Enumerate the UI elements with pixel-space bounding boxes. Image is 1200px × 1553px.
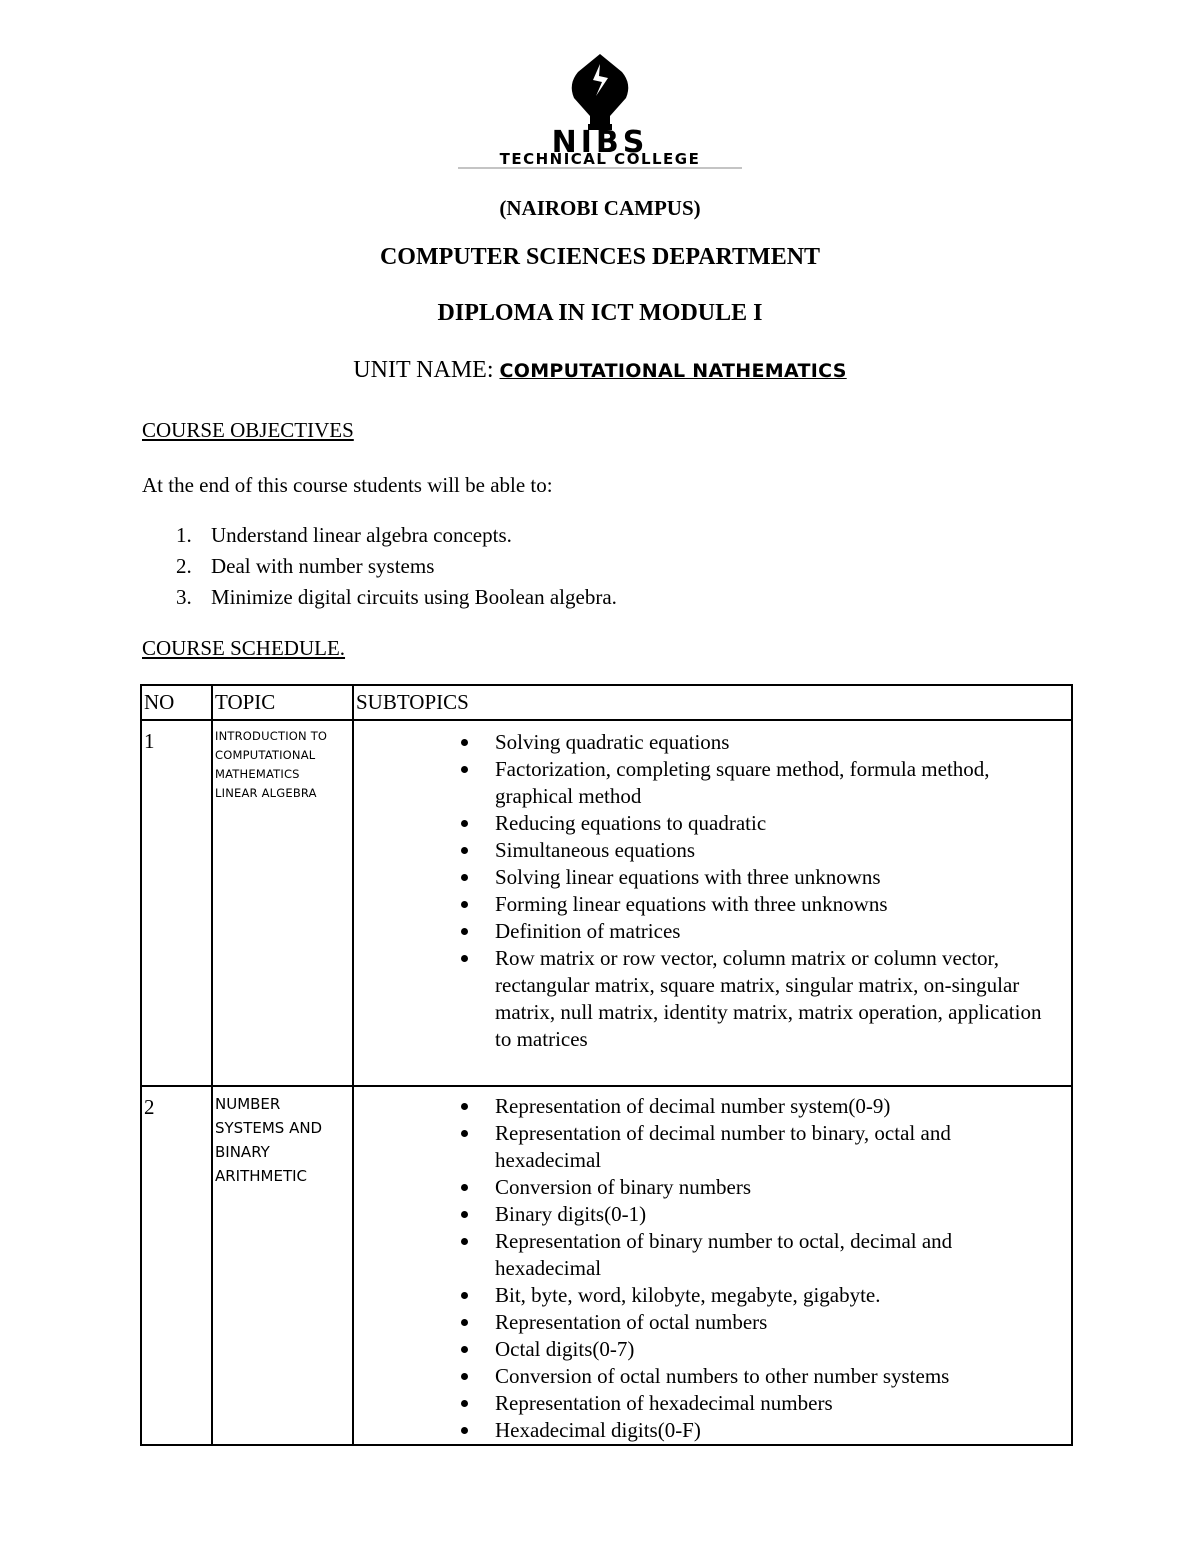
bullet-icon [461,820,468,827]
program-title: DIPLOMA IN ICT MODULE I [437,300,763,326]
column-header-no: NO [141,685,212,720]
list-item [354,891,1071,918]
topic-line: SYSTEMS AND [215,1119,323,1137]
list-item [354,1309,1071,1336]
list-item [354,729,1071,756]
list-item [354,1228,1071,1282]
bullet-icon [461,1211,468,1218]
item-number: 2. [176,554,192,578]
bullet-icon [461,766,468,773]
bullet-icon [461,1373,468,1380]
list-item [142,554,617,585]
bullet-icon [461,847,468,854]
svg-text:NIBS: NIBS [551,125,649,160]
topic-line: NUMBER [215,1095,281,1113]
objectives-list [142,523,617,616]
unit-name-label: UNIT NAME: [353,357,500,383]
list-item [354,1282,1071,1309]
subtopic-text: Row matrix or row vector, column matrix or column vector, rectangular matrix, square matrix, singular matrix, on-singular matrix, null matrix, identity matrix, matrix operation, application to matrices [495,946,1042,1051]
subtopic-text: Bit, byte, word, kilobyte, megabyte, gigabyte. [495,1283,881,1307]
bullet-icon [461,1103,468,1110]
list-item [354,864,1071,891]
bullet-icon [461,1238,468,1245]
item-number: 3. [176,585,192,609]
topic-line: INTRODUCTION TO [215,729,328,743]
subtopic-text: Reducing equations to quadratic [495,811,767,835]
objectives-intro: At the end of this course students will be able to: [142,473,553,497]
unit-name-line [0,357,1200,384]
bullet-icon [461,928,468,935]
subtopic-text: Simultaneous equations [495,838,696,862]
topic-line: LINEAR ALGEBRA [215,786,317,800]
bullet-icon [461,1427,468,1434]
bullet-icon [461,1400,468,1407]
subtopic-text: Representation of decimal number system(0-9) [495,1094,891,1118]
list-item [354,1390,1071,1417]
list-item [354,756,1071,810]
list-item [354,1336,1071,1363]
item-text: Minimize digital circuits using Boolean algebra. [211,585,617,609]
bullet-icon [461,874,468,881]
subtopic-text: Solving linear equations with three unknowns [495,865,881,889]
bullet-icon [461,739,468,746]
list-item [354,810,1071,837]
subtopic-text: Representation of binary number to octal, decimal and hexadecimal [495,1229,953,1280]
subtopic-text: Representation of decimal number to binary, octal and hexadecimal [495,1121,951,1172]
svg-text:TECHNICAL COLLEGE: TECHNICAL COLLEGE [499,150,701,168]
list-item [142,523,617,554]
list-item [354,945,1071,1053]
unit-name-value: COMPUTATIONAL NATHEMATICS [499,360,847,382]
subtopic-text: Forming linear equations with three unknowns [495,892,888,916]
list-item [354,1093,1071,1120]
subtopic-text: Representation of hexadecimal numbers [495,1391,833,1415]
subtopic-text: Solving quadratic equations [495,730,730,754]
list-item [354,1363,1071,1390]
nibs-logo-icon [450,50,750,175]
list-item [142,585,617,616]
bullet-icon [461,1319,468,1326]
topic-line: MATHEMATICS [215,767,300,781]
table-row [141,720,1072,1086]
table-header-row [141,685,1072,720]
bullet-icon [461,901,468,908]
bullet-icon [461,1346,468,1353]
subtopic-text: Factorization, completing square method, formula method, graphical method [495,757,990,808]
item-text: Deal with number systems [211,554,435,578]
subtopic-text: Representation of octal numbers [495,1310,768,1334]
list-item [354,1417,1071,1444]
row-topic [212,720,353,1086]
subtopic-text: Octal digits(0-7) [495,1337,635,1361]
course-objectives-heading: COURSE OBJECTIVES [142,418,354,442]
bullet-icon [461,955,468,962]
list-item [354,1201,1071,1228]
subtopic-text: Hexadecimal digits(0-F) [495,1418,701,1442]
department-title: COMPUTER SCIENCES DEPARTMENT [379,244,821,270]
topic-line: BINARY [215,1143,270,1161]
bullet-icon [461,1292,468,1299]
item-text: Understand linear algebra concepts. [211,523,512,547]
row-number: 2 [141,1086,212,1445]
campus-title: (NAIROBI CAMPUS) [499,196,701,220]
column-header-topic: TOPIC [212,685,353,720]
course-schedule-table [140,684,1073,1446]
subtopic-text: Binary digits(0-1) [495,1202,647,1226]
list-item [354,918,1071,945]
bullet-icon [461,1130,468,1137]
item-number: 1. [176,523,192,547]
subtopic-text: Conversion of binary numbers [495,1175,752,1199]
row-number: 1 [141,720,212,1086]
subtopic-text: Definition of matrices [495,919,681,943]
table-row [141,1086,1072,1445]
bullet-icon [461,1184,468,1191]
column-header-subtopics: SUBTOPICS [353,685,1072,720]
subtopic-text: Conversion of octal numbers to other number systems [495,1364,950,1388]
row-subtopics [353,1086,1072,1445]
course-schedule-heading: COURSE SCHEDULE. [142,636,346,660]
list-item [354,1120,1071,1174]
list-item [354,837,1071,864]
topic-line: ARITHMETIC [215,1167,308,1185]
row-topic [212,1086,353,1445]
topic-line: COMPUTATIONAL [215,748,316,762]
list-item [354,1174,1071,1201]
row-subtopics [353,720,1072,1086]
college-logo [450,50,750,175]
